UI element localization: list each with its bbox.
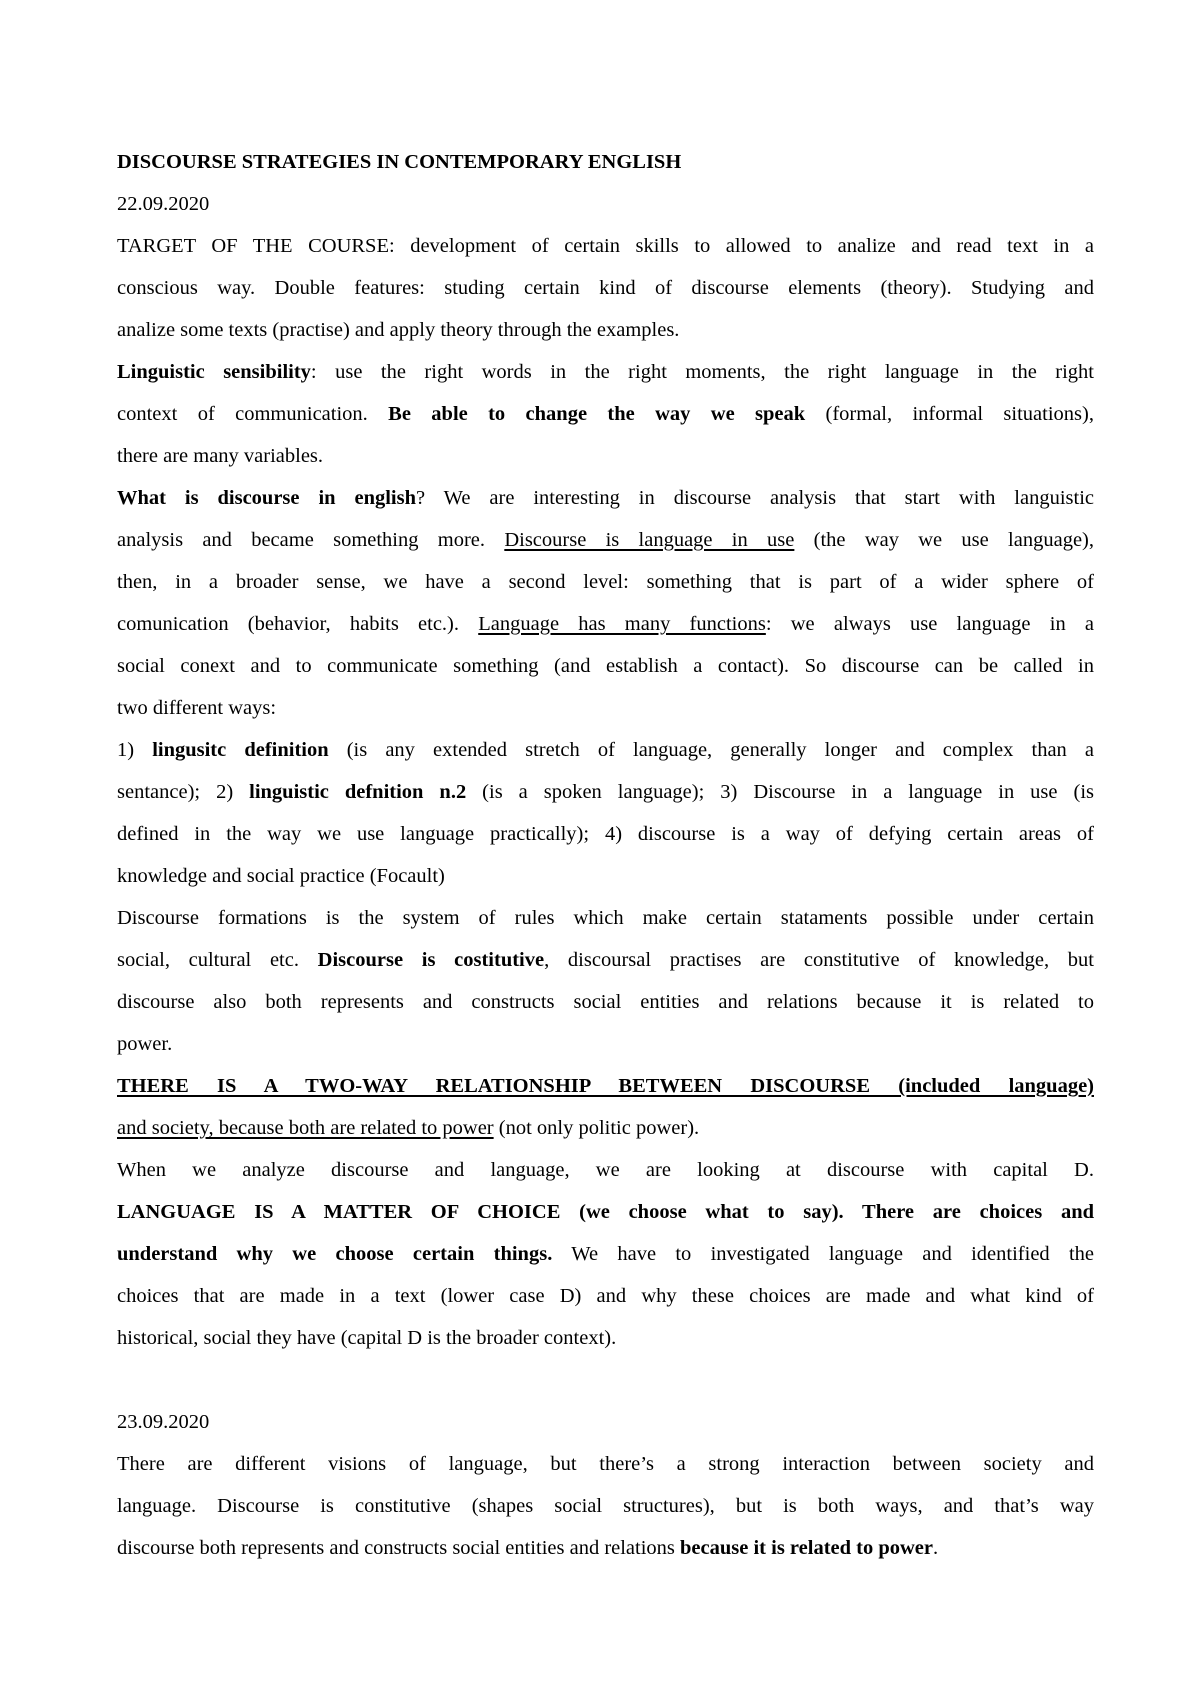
paragraph-what-is-discourse: What is discourse in english? We are interesting in discourse analysis that start with languistic analysis and became something more. Discourse is language in use (the way we use language), then, in a broader sense, we have a second level: something that is part of a wider sphere of comunication (behavior, habits etc.). Language has many functions: we always use language in a social conext and to communicate something (and establish a contact). So discourse can be called in two different ways: [117,487,1094,719]
paragraph-two-way: THERE IS A TWO-WAY RELATIONSHIP BETWEEN DISCOURSE (included language) and society, because both are related to power (not only politic power). [117,1075,1094,1139]
date-heading-2: 23.09.2020 [117,1411,210,1433]
document-title: DISCOURSE STRATEGIES IN CONTEMPORARY ENGLISH [117,151,682,173]
paragraph-formations: Discourse formations is the system of rules which make certain stataments possible under certain social, cultural etc. Discourse is costitutive, discoursal practises are constitutive of knowledge, but discourse also both represents and constructs social entities and relations because it is related to power. [117,907,1094,1055]
date-heading: 22.09.2020 [117,193,210,215]
term-what-is-discourse: What is discourse in english [117,487,416,509]
blank-line [117,1359,1094,1401]
paragraph-visions: There are different visions of language, but there’s a strong interaction between society and language. Discourse is constitutive (shapes social structures), but is both ways, and that’s way discourse both represents and constructs social entities and relations because it is related to power. [117,1453,1094,1559]
paragraph-capital-d: When we analyze discourse and language, we are looking at discourse with capital D. LANGUAGE IS A MATTER OF CHOICE (we choose what to say). There are choices and understand why we choose certain things. We have to investigated language and identified the choices that are made in a text (lower case D) and why these choices are made and what kind of historical, social they have (capital D is the broader context). [117,1159,1094,1349]
paragraph-definitions: 1) lingusitc definition (is any extended stretch of language, generally longer and complex than a sentance); 2) linguistic defnition n.2 (is a spoken language); 3) Discourse in a language in use (is defined in the way we use language practically); 4) discourse is a way of defying certain areas of knowledge and social practice (Focault) [117,739,1094,887]
paragraph-sensibility: Linguistic sensibility: use the right words in the right moments, the right language in the right context of communication. Be able to change the way we speak (formal, informal situations), there are many variables. [117,361,1094,467]
paragraph-target: TARGET OF THE COURSE: development of certain skills to allowed to analize and read text in a conscious way. Double features: studing certain kind of discourse elements (theory). Studying and analize some texts (practise) and apply theory through the examples. [117,235,1094,341]
term-linguistic-sensibility: Linguistic sensibility [117,361,311,383]
